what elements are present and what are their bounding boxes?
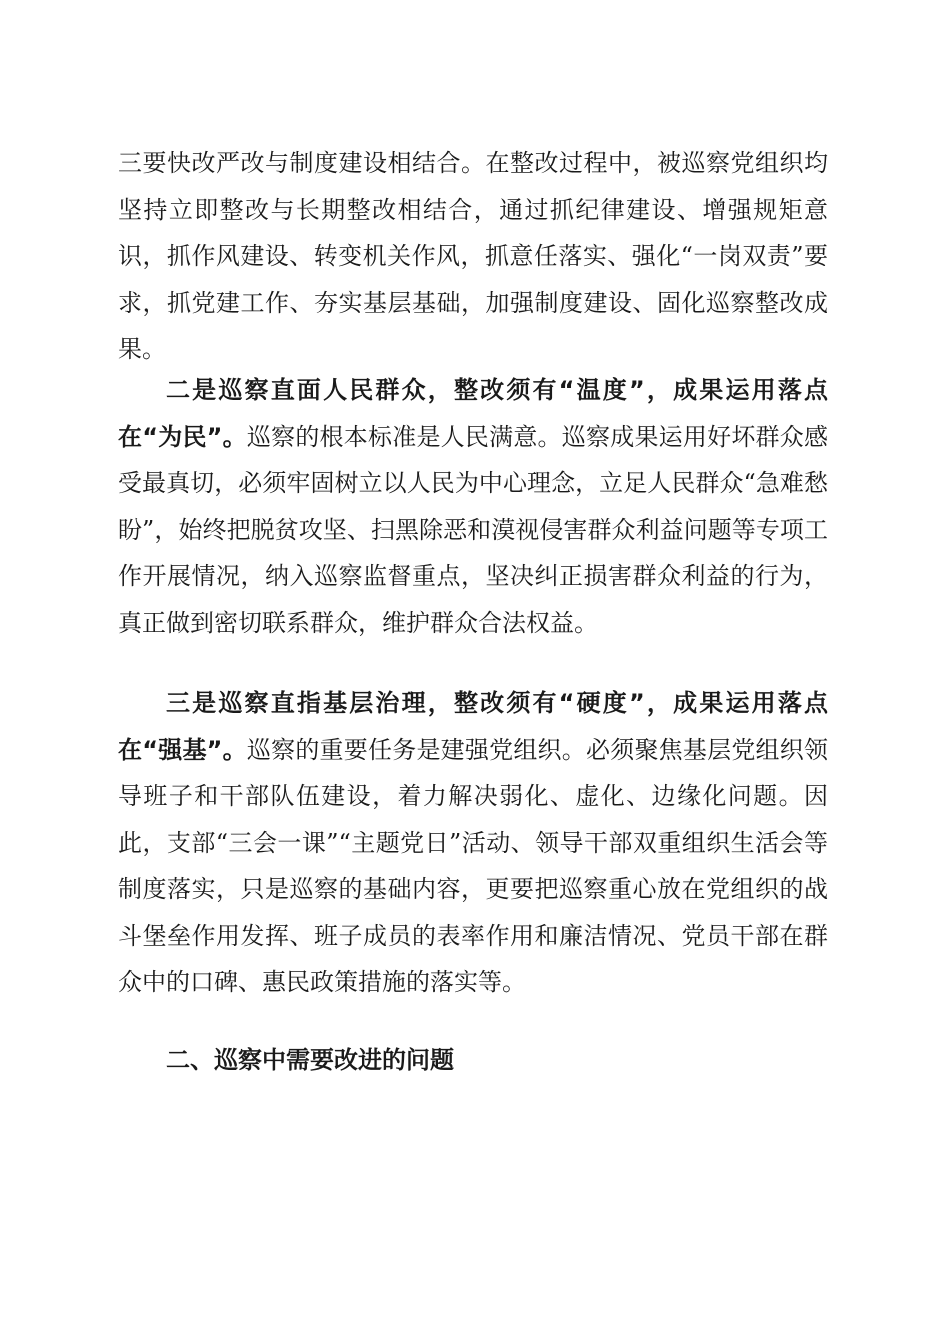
paragraph-body: 巡察的根本标准是人民满意。巡察成果运用好坏群众感受最真切，必须牢固树立以人民为中心理念，立足人民群众“急难愁盼”，始终把脱贫攻坚、扫黑除恶和漠视侵害群众利益问题等专项工作开展情况，纳入巡察监督重点，坚决纠正损害群众利益的行为，真正做到密切联系群众，维护群众合法权益。 — [118, 422, 829, 637]
paragraph-body: 巡察的重要任务是建强党组织。必须聚焦基层党组织领导班子和干部队伍建设，着力解决弱化、虚化、边缘化问题。因此，支部“三会一课”“主题党日”活动、领导干部双重组织生活会等制度落实，只是巡察的基础内容，更要把巡察重心放在党组织的战斗堡垒作用发挥、班子成员的表率作用和廉洁情况、党员干部在群众中的口碑、惠民政策措施的落实等。 — [118, 735, 829, 996]
paragraph-lead: 二是巡察直面人民群众，整改须有“温度”，成果运用落点在“为民”。 — [118, 376, 828, 451]
paragraph-people — [118, 367, 828, 646]
section-heading: 二、巡察中需要改进的问题 — [166, 1046, 454, 1074]
paragraph-body: 三要快改严改与制度建设相结合。在整改过程中，被巡察党组织均坚持立即整改与长期整改相结合，通过抓纪律建设、增强规矩意识，抓作风建设、转变机关作风，抓意任落实、强化“一岗双责”要求，抓党建工作、夯实基层基础，加强制度建设、固化巡察整改成果。 — [118, 149, 828, 363]
paragraph-continuation — [118, 140, 828, 373]
paragraph-lead: 三是巡察直指基层治理，整改须有“硬度”，成果运用落点在“强基”。 — [118, 689, 828, 764]
paragraph-grassroots — [118, 680, 828, 1006]
